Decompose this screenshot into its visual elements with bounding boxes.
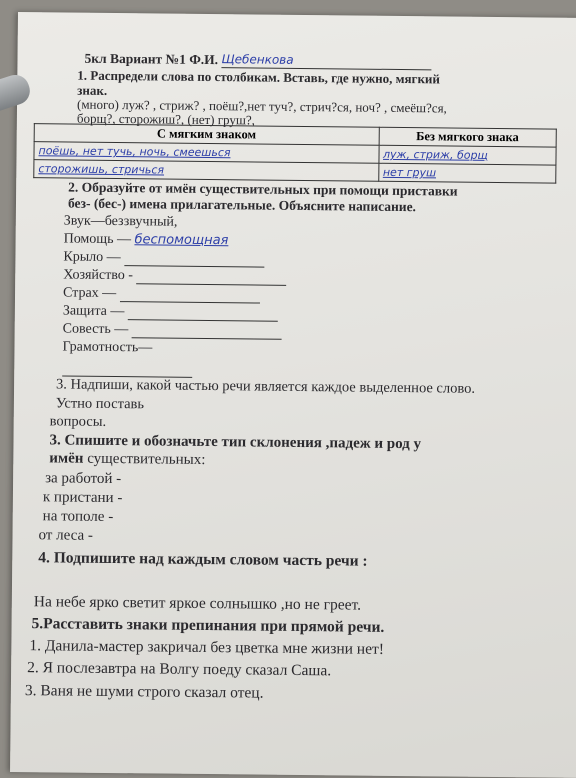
task2-item-1: Звук—беззвучный,	[63, 213, 178, 230]
task2-answer-line-4	[136, 283, 286, 286]
task2-title-1: 2. Образуйте от имён существительных при помощи приставки	[68, 179, 458, 199]
col-soft-sign: С мягким знаком	[34, 124, 379, 146]
task4-title: 4. Подпишите над каждым словом часть речи :	[38, 549, 368, 570]
task4-sentence: На небе ярко светит яркое солнышко ,но не греет.	[33, 593, 362, 614]
task5-item-2: 2. Я послезавтра на Волгу поеду сказал Саша.	[27, 659, 332, 680]
words-table	[33, 123, 557, 183]
task5-item-3: 3. Ваня не шуми строго сказал отец.	[24, 682, 264, 702]
task2-item-7	[63, 321, 282, 339]
student-name-line	[221, 51, 431, 70]
task5-title: 5.Расставить знаки препинания при прямой речи.	[31, 615, 385, 636]
task2-label-6: Защита —	[62, 303, 125, 320]
worksheet-page	[10, 12, 576, 778]
col-no-soft-sign: Без мягкого знака	[379, 127, 557, 147]
header	[84, 50, 431, 71]
task3a-line-2: Устно поставь	[55, 395, 145, 413]
task5-item-1: 1. Данила-мастер закричал без цветка мне жизни нет!	[29, 637, 385, 658]
task3b-title-2	[49, 450, 205, 469]
task2-label-2: Помощь —	[63, 231, 132, 248]
task1-words-2: борщ?, сторожиш?, (нет) груш?,	[76, 110, 256, 128]
task3a-line-3: вопросы.	[49, 413, 107, 430]
task2-answer-2: беспомощная	[134, 232, 229, 249]
answer-nosoft-2: нет груш	[378, 163, 556, 183]
task3b-item-1: за работой -	[45, 470, 122, 488]
worksheet-title: 5кл Вариант №1 Ф.И.	[84, 50, 219, 68]
task2-answer-line-6	[128, 319, 278, 322]
task3b-item-3: на тополе -	[42, 508, 114, 526]
task3b-title-bold: имён	[49, 450, 84, 467]
task2-item-2	[64, 231, 229, 249]
student-name: Щебенкова	[221, 52, 294, 67]
task1-title-1: 1. Распредели слова по столбикам. Вставь, где нужно, мягкий	[77, 67, 441, 87]
task2-title-2: без- (бес-) имена прилагательные. Объясните написание.	[67, 195, 417, 215]
task2-item-6	[63, 303, 278, 321]
task2-item-8: Грамотность—	[62, 339, 153, 356]
task2-answer-line-8	[62, 358, 192, 377]
task2-label-7: Совесть —	[62, 321, 129, 338]
task3a-line-1: 3. Надпиши, какой частью речи является каждое выделенное слово.	[56, 376, 476, 397]
task2-answer-line-3	[124, 265, 264, 267]
answer-soft-2: сторожишь, стричься	[34, 160, 379, 182]
task2-label-3: Крыло —	[63, 249, 121, 266]
task2-item-5	[63, 285, 260, 303]
task2-label-4: Хозяйство -	[63, 267, 134, 284]
task3b-item-2: к пристани -	[42, 489, 123, 507]
task3b-title-1: 3. Спишите и обозначьте тип склонения ,падеж и род у	[49, 432, 422, 453]
task2-answer-line-5	[120, 301, 260, 303]
task2-answer-line-7	[132, 337, 282, 340]
task2-item-3	[63, 249, 264, 267]
answer-nosoft-1: луж, стриж, борщ	[378, 145, 556, 165]
task3b-title-rest: существительных:	[83, 450, 206, 468]
task2-item-4	[63, 267, 286, 285]
answer-soft-1: поёшь, нет тучь, ночь, смеешься	[34, 142, 379, 164]
task1-words-1: (много) луж? , стриж? , поёш?,нет туч?, стрич?ся, ноч? , смеёш?ся,	[76, 96, 447, 116]
task1-title-2: знак.	[77, 82, 108, 98]
task3b-item-4: от леса -	[38, 527, 93, 544]
task2-label-5: Страх —	[62, 285, 117, 302]
